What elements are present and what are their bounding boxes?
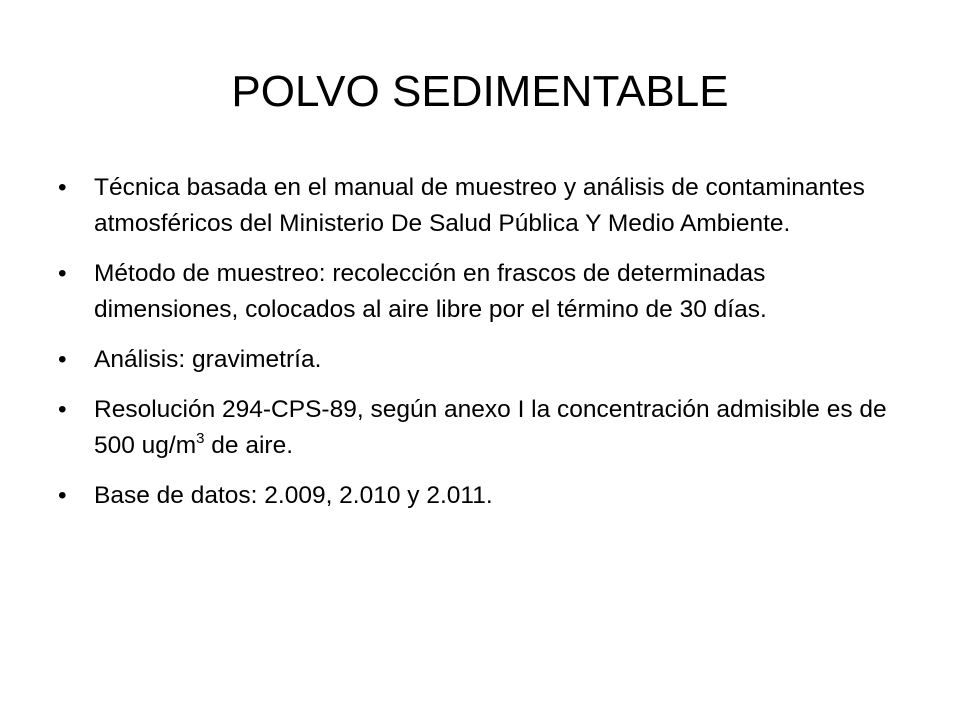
bullet-item-sampling-method [58,256,908,328]
bullet-marker: • [58,482,67,509]
bullet-text-database: Base de datos: 2.009, 2.010 y 2.011. [94,482,493,509]
bullet-item-technique [58,170,908,242]
cubic-superscript: 3 [196,430,205,447]
bullet-marker: • [58,396,67,423]
bullet-list [58,170,908,528]
resolution-text-before: Resolución 294-CPS-89, según anexo I la concentración admisible es de 500 ug/m [94,396,887,459]
bullet-text-resolution [94,396,887,459]
bullet-item-resolution [58,392,908,464]
bullet-item-analysis [58,342,908,378]
bullet-text-sampling-method: Método de muestreo: recolección en frascos de determinadas dimensiones, colocados al aire libre por el término de 30 días. [94,260,767,323]
bullet-marker: • [58,260,67,287]
slide-title: POLVO SEDIMENTABLE [231,67,729,116]
bullet-text-analysis: Análisis: gravimetría. [94,346,322,373]
bullet-item-database [58,478,908,514]
bullet-marker: • [58,174,67,201]
bullet-text-technique: Técnica basada en el manual de muestreo y análisis de contaminantes atmosféricos del Ministerio De Salud Pública Y Medio Ambiente. [94,174,865,237]
bullet-marker: • [58,346,67,373]
resolution-text-after: de aire. [204,432,294,459]
